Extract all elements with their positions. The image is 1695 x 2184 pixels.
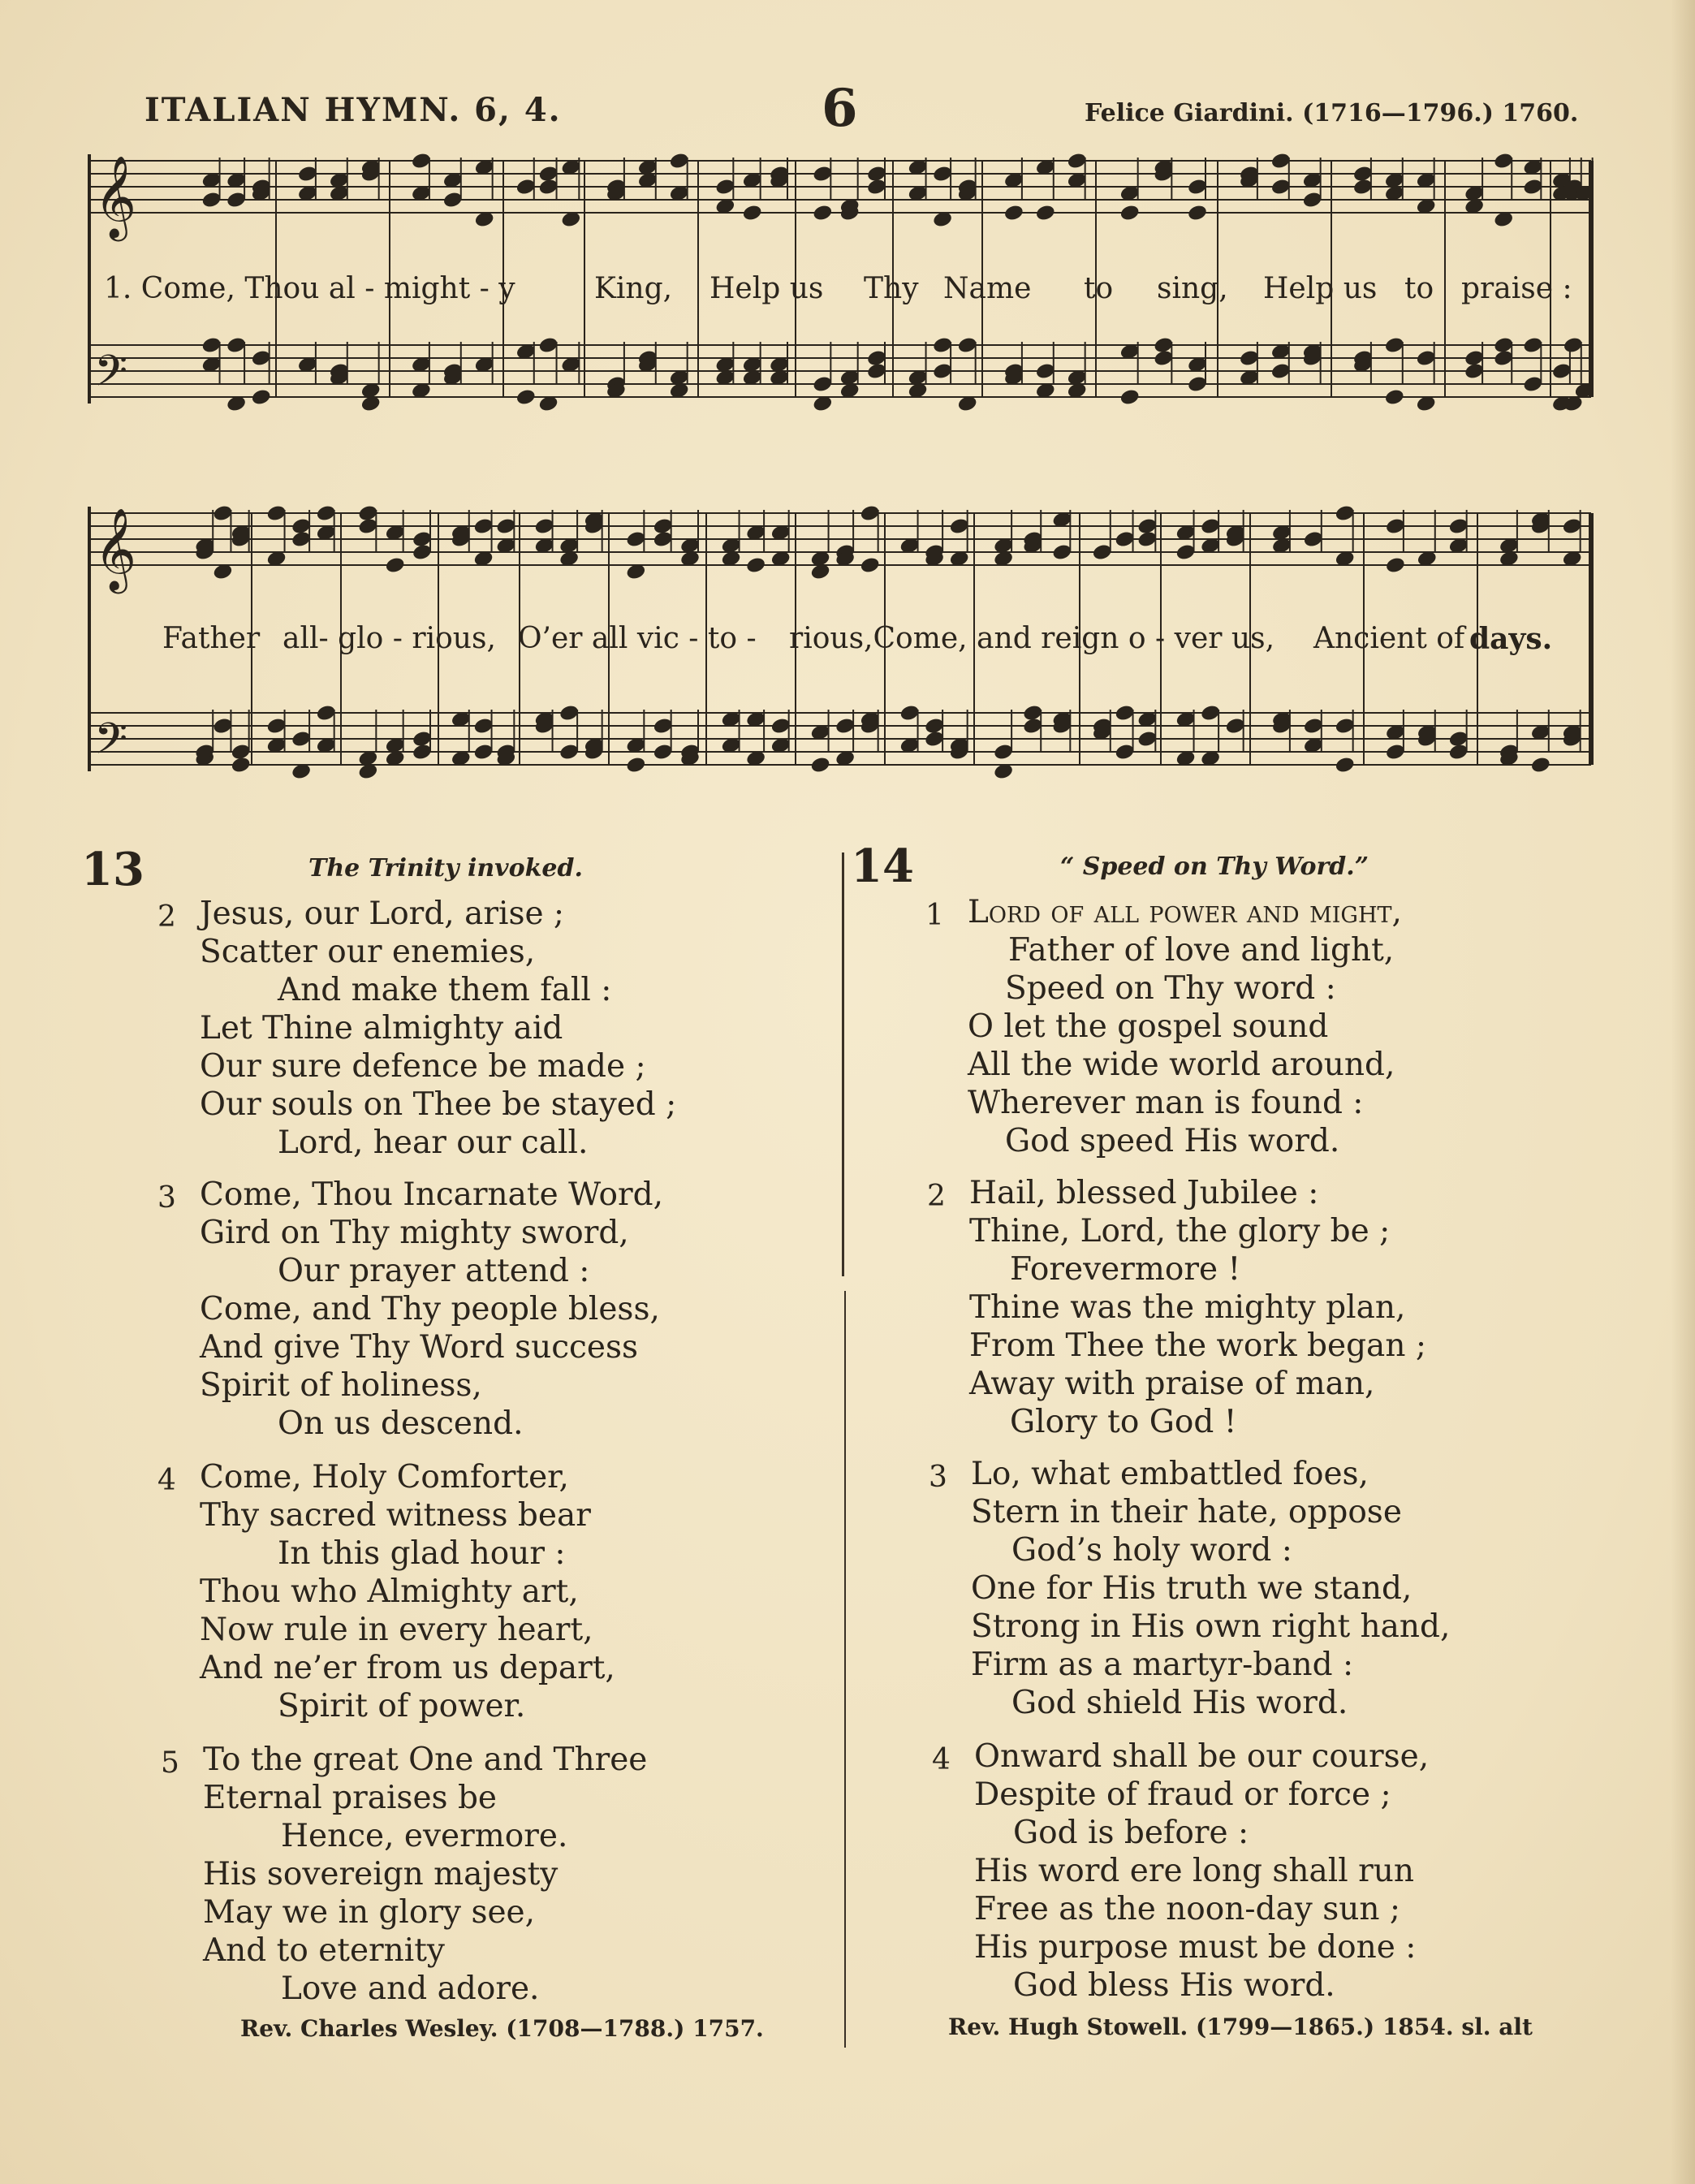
stanza-line: God’s holy word : [1011, 1532, 1292, 1569]
stanza-line: Thou who Almighty art, [200, 1573, 579, 1610]
stanza-line: His word ere long shall run [974, 1853, 1415, 1889]
stanza-number: 2 [927, 1180, 946, 1213]
note-head [251, 388, 272, 407]
bass-clef-icon: 𝄢 [94, 347, 128, 407]
stanza-line: Free as the noon-day sun ; [974, 1891, 1400, 1927]
stanza-number: 3 [929, 1461, 947, 1494]
stanza-line: Thy sacred witness bear [200, 1497, 591, 1534]
stanza-line: From Thee the work began ; [969, 1327, 1426, 1364]
note-head [742, 204, 763, 222]
lyric-syllable: Father [162, 622, 261, 655]
note-head [860, 556, 881, 575]
stanza-line: Wherever man is found : [968, 1085, 1364, 1121]
composer-credit: Felice Giardini. (1716—1796.) 1760. [1085, 99, 1579, 127]
stanza-line: To the great One and Three [203, 1742, 648, 1778]
stanza-line: Strong in His own right hand, [971, 1608, 1451, 1645]
stanza-number: 1 [925, 899, 944, 932]
note-head [1335, 756, 1356, 775]
hymn-14-stanza-4 [932, 1737, 1430, 2005]
stanza-line: Come, and Thy people bless, [200, 1291, 660, 1327]
lyric-syllable: Help us [1263, 272, 1378, 305]
stanza-line: God speed His word. [1005, 1123, 1340, 1159]
stanza-line: Our souls on Thee be stayed ; [200, 1086, 677, 1123]
lyric-syllable: all- glo - rious, [282, 622, 496, 655]
stanza-line: Thine was the mighty plan, [969, 1289, 1406, 1326]
note-head [745, 556, 766, 575]
hymn-14-author-credit: Rev. Hugh Stowell. (1799—1865.) 1854. sl. alt [948, 2014, 1533, 2040]
note-head [1385, 556, 1406, 575]
stanza-line: Scatter our enemies, [200, 934, 536, 970]
tune-name: ITALIAN HYMN. 6, 4. [144, 91, 562, 129]
stanza-line: Spirit of holiness, [200, 1367, 482, 1404]
lyric-syllable: O’er all vic - to - [518, 622, 757, 655]
lyric-syllable: sing, [1157, 272, 1228, 305]
lyric-syllable: Thy [864, 272, 919, 305]
stanza-line: One for His truth we stand, [971, 1570, 1412, 1607]
lyric-syllable: King, [594, 272, 673, 305]
stanza-line: O let the gospel sound [968, 1008, 1329, 1045]
lyric-syllable: rious,Come, and reign o - ver us, [789, 622, 1275, 655]
note-head [515, 388, 537, 407]
stanza-line: Firm as a martyr-band : [971, 1647, 1354, 1683]
stanza-line: His sovereign majesty [203, 1856, 559, 1893]
stanza-line: And to eternity [203, 1932, 445, 1969]
page-number: 6 [822, 78, 858, 139]
note-head [1530, 756, 1551, 775]
stanza-line: And make them fall : [278, 972, 612, 1008]
stanza-line: God is before : [1013, 1815, 1249, 1851]
hymn-14-number: 14 [851, 840, 914, 893]
stanza-line: Lord, hear our call. [278, 1124, 589, 1161]
stanza-line: Gird on Thy mighty sword, [200, 1215, 629, 1251]
stanza-line: And give Thy Word success [200, 1329, 639, 1366]
note-head [625, 756, 646, 775]
stanza-line: Lo, what embattled foes, [971, 1456, 1369, 1492]
stanza-line: Forevermore ! [1010, 1251, 1241, 1288]
column-divider [844, 1291, 846, 2048]
note-head [1119, 204, 1141, 222]
stanza-line: Spirit of power. [278, 1688, 526, 1724]
page-edge-shadow [1671, 0, 1695, 2184]
stanza-line: On us descend. [278, 1405, 524, 1442]
hymn-13-stanza-5 [161, 1741, 648, 2008]
hymn-13-author-credit: Rev. Charles Wesley. (1708—1788.) 1757. [240, 2015, 764, 2042]
stanza-line: Our sure defence be made ; [200, 1048, 646, 1085]
note-head [231, 756, 252, 775]
stanza-line: In this glad hour : [278, 1535, 566, 1572]
stanza-line: Stern in their hate, oppose [971, 1494, 1402, 1530]
lyric-syllable: days. [1469, 622, 1553, 656]
note-head [1119, 388, 1141, 407]
note-head [1187, 204, 1208, 222]
lyric-syllable: Help us [709, 272, 824, 305]
lyric-syllable: praise : [1461, 272, 1572, 305]
stanza-line: God shield His word. [1011, 1685, 1348, 1721]
stanza-line: Onward shall be our course, [974, 1738, 1430, 1775]
hymn-13-stanza-4 [157, 1458, 615, 1725]
treble-clef-icon: 𝄞 [94, 154, 137, 238]
stanza-line: Hence, evermore. [281, 1818, 568, 1854]
hymn-13-stanza-2 [157, 895, 677, 1162]
column-divider [842, 852, 844, 1276]
stanza-line: God bless His word. [1013, 1967, 1335, 2004]
stanza-line: Lord of all power and might, [968, 894, 1402, 930]
stanza-line: Come, Thou Incarnate Word, [200, 1176, 664, 1213]
lyric-syllable: to [1404, 272, 1434, 305]
stanza-line: Love and adore. [281, 1970, 540, 2007]
hymn-13-title: The Trinity invoked. [308, 854, 583, 883]
bass-clef-icon: 𝄢 [94, 714, 128, 775]
stanza-line: Eternal praises be [203, 1780, 497, 1816]
stanza-line: Hail, blessed Jubilee : [969, 1175, 1319, 1211]
note-head [812, 204, 833, 222]
stanza-line: Glory to God ! [1010, 1404, 1237, 1440]
note-head [1035, 204, 1056, 222]
note-head [1384, 388, 1405, 407]
note-head [385, 556, 406, 575]
stanza-number: 3 [157, 1181, 176, 1215]
stanza-number: 4 [157, 1464, 176, 1497]
stanza-line: May we in glory see, [203, 1894, 536, 1931]
hymn-14-stanza-3 [929, 1455, 1451, 1722]
stanza-line: Jesus, our Lord, arise ; [200, 896, 565, 932]
hymn-13-number: 13 [81, 843, 144, 896]
hymn-14-title: “ Speed on Thy Word.” [1060, 852, 1369, 881]
note-head [809, 756, 830, 775]
stanza-number: 5 [161, 1746, 179, 1780]
stanza-line: Come, Holy Comforter, [200, 1459, 569, 1496]
hymn-13-stanza-3 [157, 1176, 664, 1443]
stanza-line: Now rule in every heart, [200, 1612, 593, 1648]
lyric-syllable: 1. Come, Thou al - might - y [104, 272, 515, 305]
hymn-14-stanza-2 [927, 1174, 1426, 1441]
note-head [1003, 204, 1024, 222]
stanza-line: Thine, Lord, the glory be ; [969, 1213, 1391, 1250]
page-header [0, 78, 1695, 139]
stanza-line: And ne’er from us depart, [200, 1650, 615, 1686]
lyric-syllable: Ancient of [1313, 622, 1465, 655]
stanza-number: 2 [157, 900, 176, 934]
treble-clef-icon: 𝄞 [94, 507, 137, 590]
stanza-line: Away with praise of man, [969, 1366, 1375, 1402]
lyric-syllable: to [1084, 272, 1114, 305]
stanza-line: Despite of fraud or force ; [974, 1776, 1391, 1813]
stanza-line: All the wide world around, [968, 1047, 1395, 1083]
stanza-number: 4 [932, 1743, 951, 1776]
stanza-line: Father of love and light, [1008, 932, 1395, 969]
stanza-line: His purpose must be done : [974, 1929, 1417, 1966]
stanza-line: Let Thine almighty aid [200, 1010, 563, 1047]
stanza-line: Speed on Thy word : [1005, 970, 1336, 1007]
lyric-syllable: Name [943, 272, 1032, 305]
stanza-line: Our prayer attend : [278, 1253, 590, 1289]
hymn-14-stanza-1 [925, 893, 1402, 1160]
